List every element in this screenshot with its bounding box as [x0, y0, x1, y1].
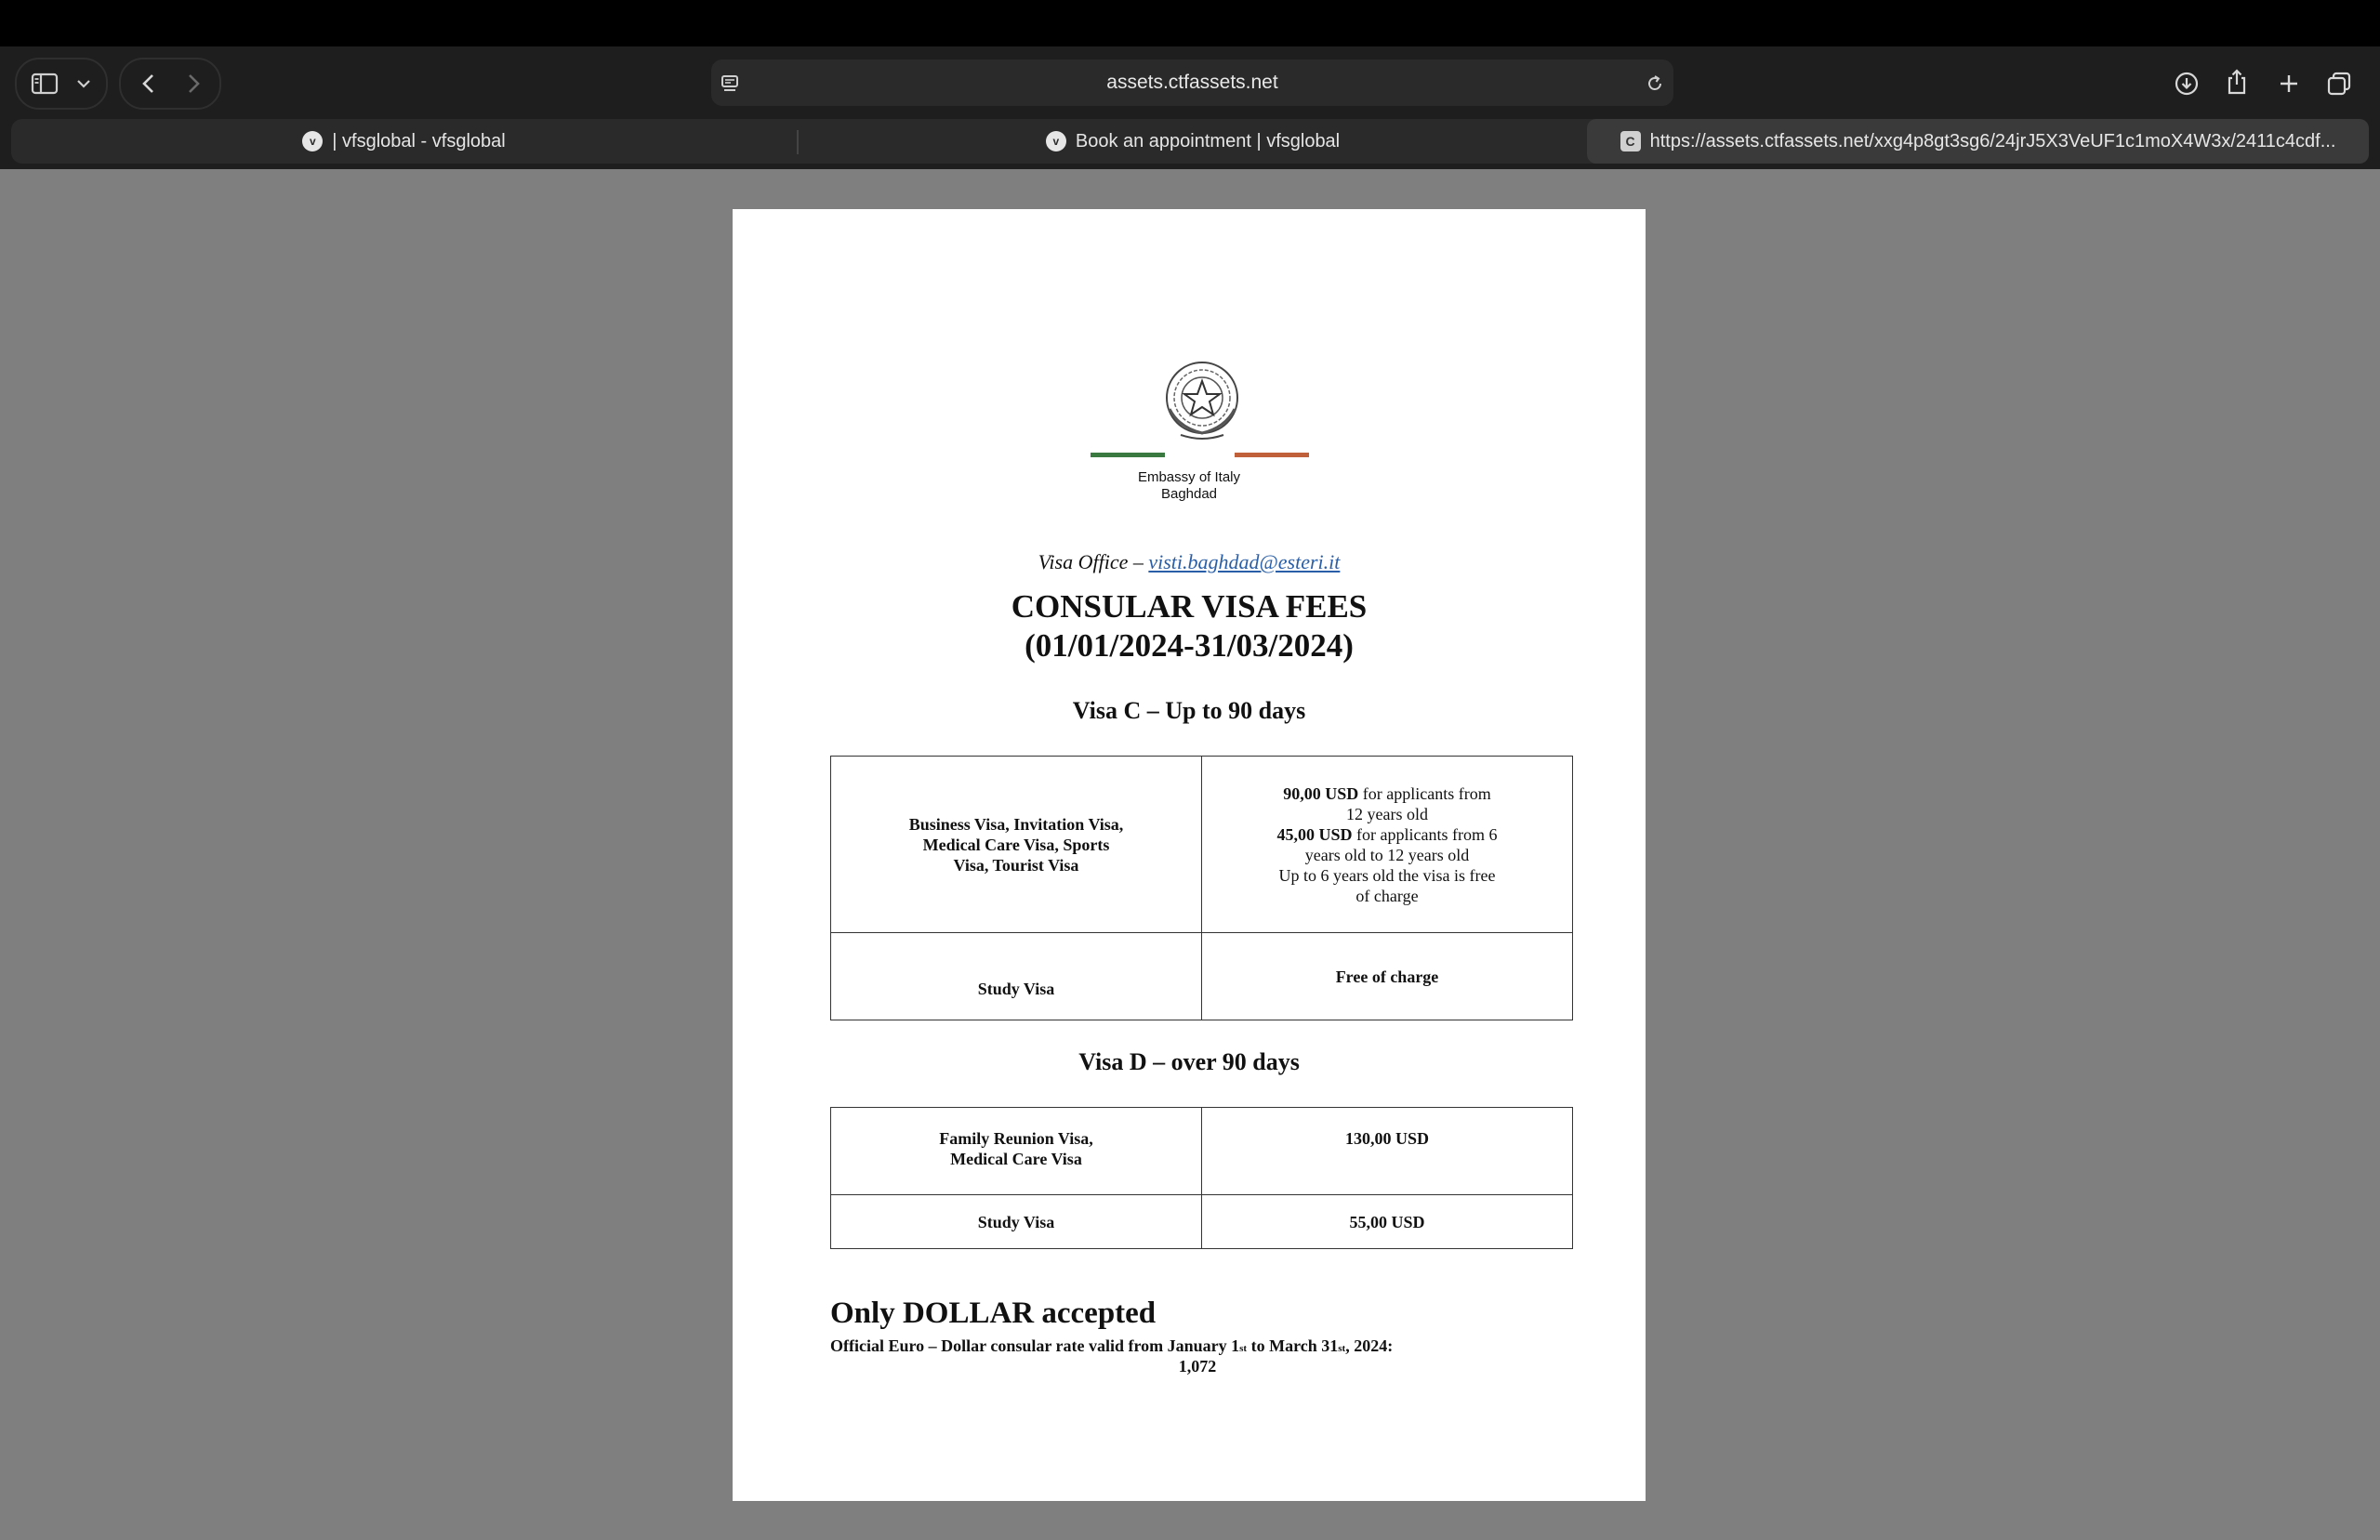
reload-icon[interactable]	[1636, 67, 1673, 100]
chevron-down-icon[interactable]	[71, 69, 97, 99]
visa-fee-cell: Free of charge	[1202, 933, 1573, 1020]
visa-type-cell: Business Visa, Invitation Visa, Medical Care Visa, Sports Visa, Tourist Visa	[831, 757, 1202, 933]
address-bar[interactable]	[711, 59, 1673, 106]
c-icon: C	[1620, 131, 1641, 151]
table-row	[831, 933, 1573, 1020]
sidebar-toggle-group	[15, 58, 108, 110]
visa-type-cell: Study Visa	[831, 933, 1202, 1020]
forward-icon[interactable]	[175, 67, 212, 100]
currency-note: Only DOLLAR accepted	[830, 1296, 1157, 1330]
tab-label: Book an appointment | vfsglobal	[1075, 130, 1341, 151]
visa-type-cell: Family Reunion Visa, Medical Care Visa	[831, 1108, 1202, 1195]
visa-c-table	[830, 756, 1573, 1020]
new-tab-icon[interactable]	[2270, 65, 2307, 102]
flag-red-bar	[1235, 453, 1309, 457]
page-title: CONSULAR VISA FEES	[1011, 588, 1368, 625]
tab-pdf-active[interactable]	[1587, 119, 2369, 164]
screen-top-bar	[0, 0, 2380, 46]
tab-label: https://assets.ctfassets.net/xxg4p8gt3sg6/24jrJ5X3VeUF1c1moX4W3x/2411c4cdf...	[1649, 130, 2336, 151]
tab-vfsglobal[interactable]	[11, 119, 797, 164]
embassy-city: Baghdad	[1160, 486, 1218, 502]
tab-label: | vfsglobal - vfsglobal	[332, 130, 506, 151]
share-icon[interactable]	[2218, 63, 2255, 100]
validity-period: (01/01/2024-31/03/2024)	[1025, 627, 1354, 664]
visa-office-line	[733, 550, 1646, 574]
exchange-rate-value: 1,072	[1178, 1357, 1217, 1375]
visa-fee-cell: 55,00 USD	[1202, 1195, 1573, 1249]
visa-fee-cell: 90,00 USD for applicants from 12 years old 45,00 USD for applicants from 6 years old to 12 years old Up to 6 years old the visa is free of charge	[1202, 757, 1573, 933]
page-menu-icon[interactable]	[711, 67, 748, 100]
back-icon[interactable]	[130, 67, 167, 100]
navigation-group	[119, 58, 221, 110]
visa-fee-cell: 130,00 USD	[1202, 1108, 1573, 1195]
flag-green-bar	[1091, 453, 1165, 457]
table-row	[831, 1195, 1573, 1249]
url-text: assets.ctfassets.net	[1106, 72, 1278, 93]
tab-bar	[11, 119, 2369, 164]
table-row	[831, 757, 1573, 933]
exchange-rate-note: Official Euro – Dollar consular rate valid from January 1st to March 31st, 2024:	[830, 1336, 1394, 1355]
visa-office-email-link[interactable]: visti.baghdad@esteri.it	[1148, 550, 1341, 573]
visa-office-label: Visa Office –	[1038, 550, 1149, 573]
visa-c-heading: Visa C – Up to 90 days	[1072, 697, 1306, 724]
tab-overview-icon[interactable]	[2320, 65, 2358, 102]
table-row	[831, 1108, 1573, 1195]
vfs-icon: v	[302, 131, 323, 151]
embassy-name: Embassy of Italy	[1137, 469, 1241, 485]
vfs-icon: v	[1046, 131, 1066, 151]
pdf-page	[733, 209, 1646, 1501]
visa-type-cell: Study Visa	[831, 1195, 1202, 1249]
sidebar-icon[interactable]	[26, 65, 63, 102]
tab-book-appointment[interactable]	[799, 119, 1587, 164]
visa-d-heading: Visa D – over 90 days	[1078, 1048, 1300, 1075]
italian-emblem-icon	[1160, 353, 1244, 446]
download-icon[interactable]	[2168, 65, 2205, 102]
visa-d-table	[830, 1107, 1573, 1249]
browser-toolbar	[0, 46, 2380, 169]
